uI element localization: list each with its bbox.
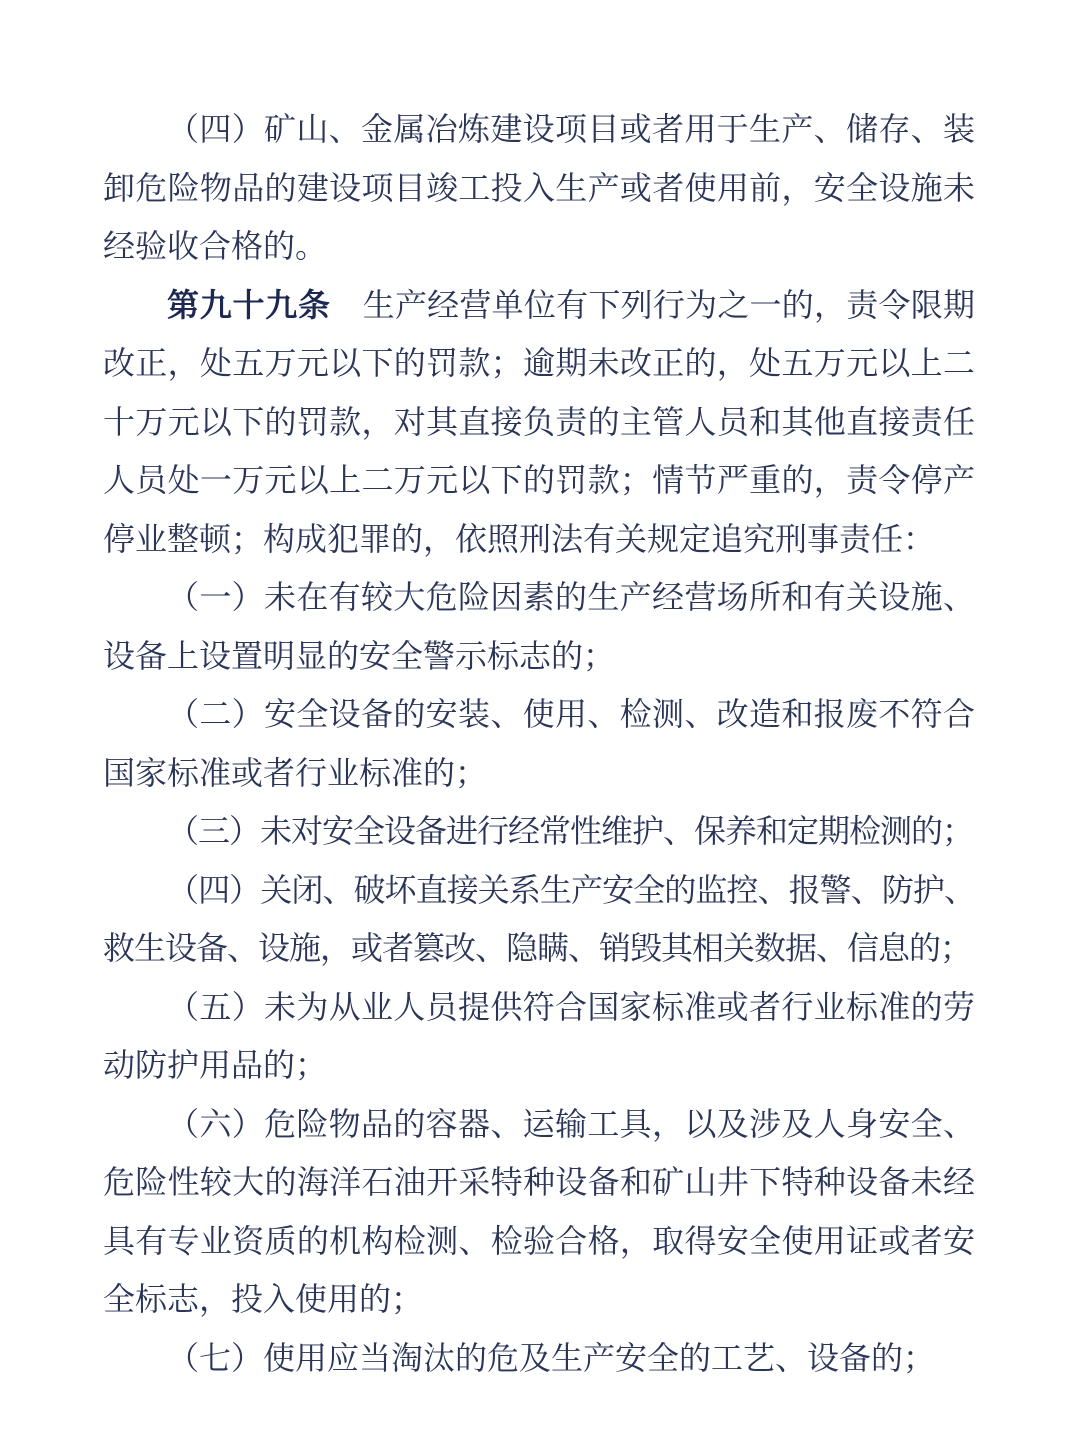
paragraph: （四）矿山、金属冶炼建设项目或者用于生产、储存、装卸危险物品的建设项目竣工投入生产或者使用前，安全设施未经验收合格的。 <box>103 111 975 264</box>
paragraph: （一）未在有较大危险因素的生产经营场所和有关设施、设备上设置明显的安全警示标志的； <box>103 579 975 674</box>
article-number: 第九十九条 <box>167 286 331 323</box>
paragraph: （五）未为从业人员提供符合国家标准或者行业标准的劳动防护用品的； <box>103 988 975 1083</box>
paragraph: （四）关闭、破坏直接关系生产安全的监控、报警、防护、救生设备、设施，或者篡改、隐瞒、销毁其相关数据、信息的； <box>103 871 975 966</box>
article-paragraph: 第九十九条 生产经营单位有下列行为之一的，责令限期改正，处五万元以下的罚款；逾期未改正的，处五万元以上二十万元以下的罚款，对其直接负责的主管人员和其他直接责任人员处一万元以上二万元以下的罚款；情节严重的，责令停产停业整顿；构成犯罪的，依照刑法有关规定追究刑事责任： <box>103 286 975 557</box>
paragraph: （六）危险物品的容器、运输工具，以及涉及人身安全、危险性较大的海洋石油开采特种设备和矿山井下特种设备未经具有专业资质的机构检测、检验合格，取得安全使用证或者安全标志，投入使用的； <box>103 1105 975 1317</box>
paragraph: （七）使用应当淘汰的危及生产安全的工艺、设备的； <box>167 1339 936 1376</box>
paragraph: （三）未对安全设备进行经常性维护、保养和定期检测的； <box>167 813 974 849</box>
paragraph: （二）安全设备的安装、使用、检测、改造和报废不符合国家标准或者行业标准的； <box>103 696 975 791</box>
